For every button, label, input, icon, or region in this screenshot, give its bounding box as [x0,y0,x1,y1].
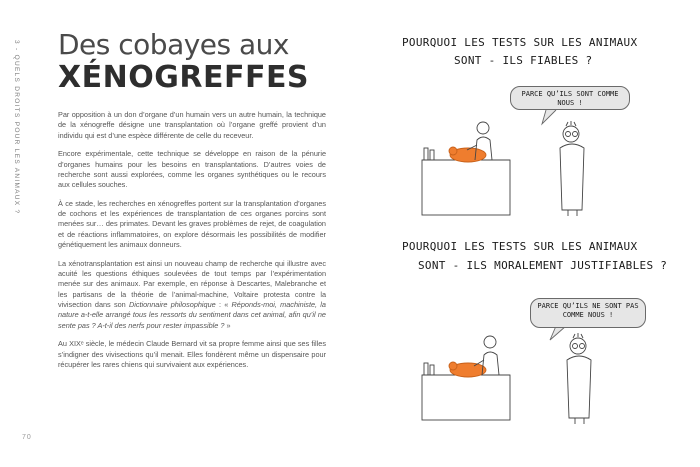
body-text [58,110,326,378]
paragraph-4-start: La xénotransplantation est ainsi un nouveau champ de recherche qui illustre avec acuité les questions éthiques soulevées de tout temps par l’expérimentation menée sur des animaux. Par exemple, en réponse à Descartes, Malebranche et les partisans de la théorie de l’animal-machine, Voltaire protesta contre la vivisection dans son [58,258,326,309]
cartoon2-drawing [422,326,591,424]
cartoon1-speech-bubble: PARCE QU’ILS SONT COMME NOUS ! [510,86,630,110]
chapter-side-label [8,40,22,340]
cartoon1-drawing [422,110,584,216]
cartoon2-question-line1: POURQUOI LES TESTS SUR LES ANIMAUX [402,240,638,253]
cartoon-illustrations [350,0,700,467]
paragraph-4-end: » [224,320,231,330]
cartoon1-question-line2: SONT - ILS FIABLES ? [454,54,593,67]
cartoon2-question-line2: SONT - ILS MORALEMENT JUSTIFIABLES ? [418,259,668,272]
page-title-line2: XÉNOGREFFES [58,60,310,95]
chapter-side-label-text: 3 - QUELS DROITS POUR LES ANIMAUX ? [13,40,20,215]
right-page [350,0,700,467]
voltaire-quote: Réponds-moi, machiniste, la nature a-t-elle arrangé tous les ressorts du sentiment dans cet animal, afin qu’il ne sente pas ? A-t-il des nerfs pour rester impassible ? [58,299,326,330]
paragraph-2: Encore expérimentale, cette technique se développe en raison de la pénurie d’organes humains pour les besoins en transplantations. D’autres voies de recherche sont aussi explorées, comme les organes synthétiques ou le recours aux cellules souches. [58,149,326,190]
cartoon1-question-line1: POURQUOI LES TESTS SUR LES ANIMAUX [402,36,638,49]
page-title-line1: Des cobayes aux [58,28,289,61]
paragraph-3: À ce stade, les recherches en xénogreffes portent sur la transplantation d’organes de cochons et les expériences de transplantation de ces organes porcins sont menées sur… des primates. Devant les graves problèmes de rejet, de coagulation et de réactions inflammatoires, on explore désormais les possibilités de modifier génétiquement les animaux donneurs. [58,198,326,250]
cartoon2-speech-bubble: PARCE QU’ILS NE SONT PAS COMME NOUS ! [530,298,646,328]
paragraph-4-mid: : « [215,299,232,309]
paragraph-1: Par opposition à un don d’organe d’un humain vers un autre humain, la technique de la xénogreffe désigne une transplantation où l’organe greffé provient d’un individu qui est d’une espèce différente de celle du receveur. [58,110,326,140]
paragraph-5: Au XIXᵉ siècle, le médecin Claude Bernard vit sa propre femme ainsi que ses filles s’indigner des vivisections qu’il menait. Elles fondèrent même un dispensaire pour récupérer les rares chiens qui survivaient aux expériences. [58,339,326,369]
book-title: Dictionnaire philosophique [128,299,216,309]
paragraph-4 [58,259,326,331]
page-number: 70 [22,434,32,441]
